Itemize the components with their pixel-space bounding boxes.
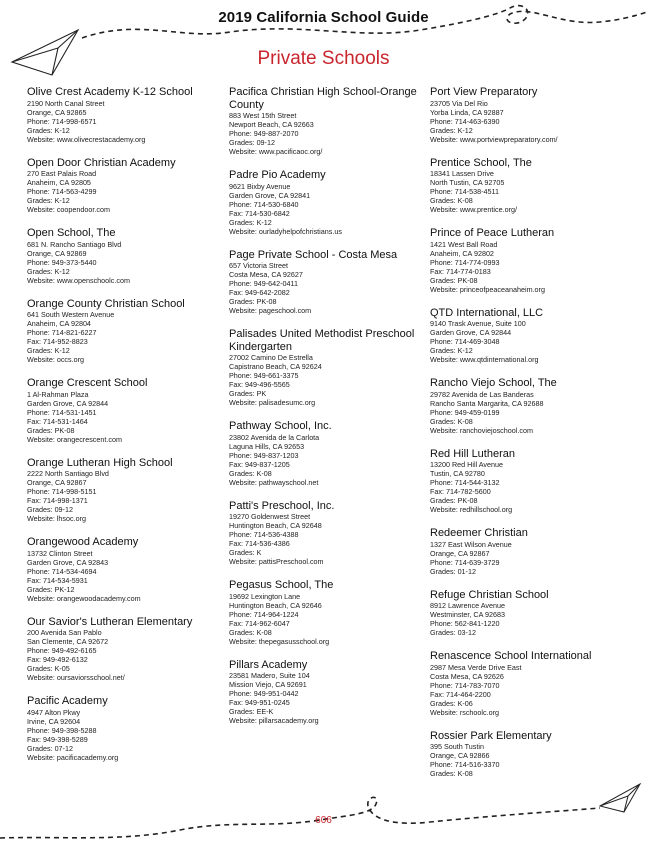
school-detail-line: Phone: 714-469-3048 bbox=[430, 337, 500, 346]
school-entry bbox=[27, 695, 217, 762]
school-website: Website: thepegasusschool.org bbox=[229, 636, 330, 646]
school-detail-line: 883 West 15th Street bbox=[229, 111, 297, 120]
school-entry bbox=[430, 377, 620, 435]
school-detail-line: Phone: 714-964-1224 bbox=[229, 609, 299, 619]
school-website: Website: redhillschool.org bbox=[430, 505, 513, 514]
school-detail-line: Garden Grove, CA 92843 bbox=[27, 557, 109, 567]
school-entry bbox=[430, 730, 620, 779]
school-website: Website: www.openschoolc.com bbox=[27, 275, 130, 285]
school-detail-line: Fax: 949-837-1205 bbox=[229, 459, 290, 469]
school-detail-line: Phone: 714-530-6840 bbox=[229, 199, 299, 209]
school-detail-line: Phone: 714-998-6571 bbox=[27, 116, 97, 126]
school-entry bbox=[229, 169, 419, 236]
school-name: Redeemer Christian bbox=[430, 527, 528, 539]
school-detail-line: Orange, CA 92867 bbox=[430, 548, 490, 558]
school-website: Website: orangecrescent.com bbox=[27, 434, 122, 444]
school-detail-line: 4947 Alton Pkwy bbox=[27, 707, 81, 717]
school-detail-line: Phone: 949-642-0411 bbox=[229, 279, 299, 288]
school-entry bbox=[27, 377, 217, 444]
school-detail-line: Irvine, CA 92604 bbox=[27, 716, 81, 726]
school-entry bbox=[229, 328, 419, 407]
school-name: Orange Crescent School bbox=[27, 377, 148, 389]
school-entry bbox=[229, 500, 419, 567]
school-entry bbox=[430, 589, 620, 638]
school-detail-line: 19692 Lexington Lane bbox=[229, 591, 301, 601]
school-detail-line: Grades: K-12 bbox=[27, 125, 70, 135]
school-detail-line: Grades: 09-12 bbox=[229, 138, 275, 147]
school-name: Orangewood Academy bbox=[27, 536, 139, 548]
school-detail-line: Orange, CA 92869 bbox=[27, 248, 87, 258]
school-detail-line: Phone: 714-563-4299 bbox=[27, 187, 97, 196]
school-detail-line: Phone: 714-536-4388 bbox=[229, 530, 299, 539]
school-detail-line: Grades: EE-K bbox=[229, 707, 274, 716]
school-detail-line: Phone: 562-841-1220 bbox=[430, 619, 500, 628]
school-detail-line: Grades: K bbox=[229, 548, 262, 557]
school-detail-line: Phone: 949-887-2070 bbox=[229, 129, 299, 138]
school-name: Pillars Academy bbox=[229, 658, 308, 671]
school-detail-line: 13732 Clinton Street bbox=[27, 548, 93, 558]
school-detail-line: 681 N. Rancho Santiago Blvd bbox=[27, 239, 122, 249]
school-website: Website: www.qtdinternational.org bbox=[430, 355, 539, 364]
school-detail-line: Fax: 949-398-5289 bbox=[27, 734, 88, 744]
school-website: Website: oursaviorsschool.net/ bbox=[27, 673, 125, 682]
school-detail-line: Phone: 714-774-0993 bbox=[430, 257, 500, 267]
school-detail-line: Phone: 714-538-4511 bbox=[430, 187, 500, 196]
school-entry bbox=[229, 86, 419, 156]
school-entry bbox=[27, 616, 217, 683]
school-detail-line: Grades: K-12 bbox=[430, 346, 473, 355]
school-website: Website: www.prentice.org/ bbox=[430, 205, 517, 214]
school-name: Pegasus School, The bbox=[229, 579, 334, 591]
school-detail-line: Grades: 09-12 bbox=[27, 505, 73, 514]
school-detail-line: Anaheim, CA 92805 bbox=[27, 178, 91, 187]
directory-column bbox=[27, 86, 217, 775]
school-detail-line: 657 Victoria Street bbox=[229, 261, 288, 270]
school-detail-line: 200 Avenida San Pablo bbox=[27, 628, 102, 637]
school-entry bbox=[430, 527, 620, 576]
directory-column bbox=[430, 86, 620, 791]
school-detail-line: Grades: 03-12 bbox=[430, 628, 476, 637]
school-detail-line: Phone: 714-544-3132 bbox=[430, 478, 500, 487]
school-detail-line: Phone: 714-463-6390 bbox=[430, 116, 500, 126]
school-entry bbox=[430, 227, 620, 294]
school-detail-line: Phone: 949-373-5440 bbox=[27, 257, 97, 267]
school-detail-line: Fax: 714-952-8823 bbox=[27, 337, 88, 346]
school-website: Website: www.pacificaoc.org/ bbox=[229, 147, 323, 156]
school-detail-line: Phone: 714-639-3729 bbox=[430, 557, 500, 567]
school-detail-line: Anaheim, CA 92802 bbox=[430, 248, 494, 258]
school-detail-line: Phone: 714-998-5151 bbox=[27, 487, 97, 496]
school-entry bbox=[27, 298, 217, 365]
school-name: Red Hill Lutheran bbox=[430, 447, 515, 460]
school-entry bbox=[229, 659, 419, 726]
school-detail-line: Fax: 949-642-2082 bbox=[229, 288, 290, 297]
school-detail-line: Fax: 714-774-0183 bbox=[430, 266, 491, 276]
guide-title: 2019 California School Guide bbox=[218, 9, 429, 26]
school-name: Pacifica Christian High School-Orange County bbox=[229, 86, 417, 111]
school-detail-line: Grades: PK-08 bbox=[229, 297, 277, 306]
school-detail-line: Grades: 01-12 bbox=[430, 566, 476, 576]
school-detail-line: Fax: 949-496-5565 bbox=[229, 380, 290, 389]
school-detail-line: Phone: 714-821-6227 bbox=[27, 328, 97, 337]
school-name: Rossier Park Elementary bbox=[430, 729, 552, 742]
school-detail-line: 9140 Trask Avenue, Suite 100 bbox=[430, 319, 526, 328]
school-detail-line: Rancho Santa Margarita, CA 92688 bbox=[430, 398, 544, 408]
school-detail-line: Grades: K-12 bbox=[27, 196, 70, 205]
school-entry bbox=[430, 307, 620, 365]
school-detail-line: Fax: 714-464-2200 bbox=[430, 689, 491, 699]
school-website: Website: coopendoor.com bbox=[27, 205, 110, 214]
school-detail-line: Phone: 949-492-6165 bbox=[27, 646, 97, 655]
school-detail-line: Phone: 714-783-7070 bbox=[430, 680, 500, 690]
school-detail-line: Yorba Linda, CA 92887 bbox=[430, 107, 504, 117]
school-detail-line: Newport Beach, CA 92663 bbox=[229, 120, 314, 129]
school-website: Website: www.portviewpreparatory.com/ bbox=[430, 134, 558, 144]
school-detail-line: Costa Mesa, CA 92626 bbox=[430, 671, 504, 681]
page-number: 606 bbox=[315, 815, 332, 826]
school-detail-line: Phone: 949-459-0199 bbox=[430, 407, 500, 417]
school-detail-line: 13200 Red Hill Avenue bbox=[430, 460, 503, 469]
school-detail-line: Grades: K-12 bbox=[430, 125, 473, 135]
school-name: Open School, The bbox=[27, 227, 116, 239]
school-detail-line: Fax: 714-782-5600 bbox=[430, 487, 491, 496]
school-detail-line: Capistrano Beach, CA 92624 bbox=[229, 362, 322, 371]
school-detail-line: Huntington Beach, CA 92648 bbox=[229, 521, 322, 530]
school-detail-line: Phone: 949-661-3375 bbox=[229, 371, 299, 380]
school-detail-line: Huntington Beach, CA 92646 bbox=[229, 600, 322, 610]
school-detail-line: Phone: 949-398-5288 bbox=[27, 725, 97, 735]
school-detail-line: Grades: PK-08 bbox=[27, 425, 75, 435]
school-detail-line: Phone: 714-534-4694 bbox=[27, 566, 97, 576]
school-detail-line: Grades: PK-08 bbox=[430, 496, 478, 505]
school-detail-line: 9621 Bixby Avenue bbox=[229, 181, 291, 191]
school-name: Port View Preparatory bbox=[430, 86, 538, 98]
school-detail-line: Mission Viejo, CA 92691 bbox=[229, 680, 307, 689]
school-name: Prince of Peace Lutheran bbox=[430, 227, 555, 239]
school-website: Website: lhsoc.org bbox=[27, 514, 86, 523]
school-detail-line: San Clemente, CA 92672 bbox=[27, 637, 109, 646]
school-name: Prentice School, The bbox=[430, 156, 532, 169]
school-detail-line: North Tustin, CA 92705 bbox=[430, 178, 505, 187]
school-name: QTD International, LLC bbox=[430, 306, 544, 319]
school-detail-line: 23581 Madero, Suite 104 bbox=[229, 671, 310, 680]
school-website: Website: pageschool.com bbox=[229, 306, 312, 315]
school-detail-line: 27002 Camino De Estrella bbox=[229, 353, 313, 362]
school-detail-line: Anaheim, CA 92804 bbox=[27, 319, 91, 328]
school-detail-line: 18341 Lassen Drive bbox=[430, 169, 494, 178]
school-website: Website: rschoolc.org bbox=[430, 707, 499, 717]
school-name: Patti's Preschool, Inc. bbox=[229, 499, 335, 512]
school-detail-line: Garden Grove, CA 92844 bbox=[430, 328, 512, 337]
school-detail-line: 1421 West Ball Road bbox=[430, 239, 498, 249]
school-detail-line: Grades: K-05 bbox=[27, 664, 70, 673]
school-detail-line: Grades: K-06 bbox=[430, 698, 473, 708]
school-detail-line: Grades: PK-08 bbox=[430, 275, 478, 285]
school-website: Website: princeofpeaceanaheim.org bbox=[430, 284, 545, 294]
school-detail-line: 8912 Lawrence Avenue bbox=[430, 601, 505, 610]
school-detail-line: 395 South Tustin bbox=[430, 742, 484, 751]
school-detail-line: Fax: 714-531-1464 bbox=[27, 416, 88, 426]
school-detail-line: 29782 Avenida de Las Banderas bbox=[430, 389, 534, 399]
school-detail-line: Orange, CA 92866 bbox=[430, 751, 490, 760]
school-name: Padre Pio Academy bbox=[229, 169, 326, 181]
school-name: Pacific Academy bbox=[27, 695, 108, 707]
school-name: Palisades United Methodist Preschool Kindergarten bbox=[229, 328, 415, 353]
school-detail-line: Fax: 714-998-1371 bbox=[27, 496, 88, 505]
school-name: Pathway School, Inc. bbox=[229, 420, 332, 432]
school-detail-line: 23705 Via Del Rio bbox=[430, 98, 488, 108]
school-detail-line: Grades: K-08 bbox=[229, 468, 272, 478]
school-detail-line: Laguna Hills, CA 92653 bbox=[229, 441, 305, 451]
school-website: Website: pacificacademy.org bbox=[27, 752, 119, 762]
school-name: Renascence School International bbox=[430, 650, 592, 662]
school-detail-line: 270 East Palais Road bbox=[27, 169, 97, 178]
school-name: Open Door Christian Academy bbox=[27, 156, 176, 169]
school-entry bbox=[430, 650, 620, 717]
school-detail-line: Grades: PK bbox=[229, 389, 267, 398]
school-detail-line: 2190 North Canal Street bbox=[27, 98, 105, 108]
school-detail-line: Orange, CA 92865 bbox=[27, 107, 87, 117]
school-name: Orange Lutheran High School bbox=[27, 456, 173, 469]
school-website: Website: palisadesumc.org bbox=[229, 398, 316, 407]
school-name: Refuge Christian School bbox=[430, 588, 549, 601]
school-detail-line: Orange, CA 92867 bbox=[27, 478, 87, 487]
school-detail-line: Fax: 714-962-6047 bbox=[229, 618, 290, 628]
school-detail-line: Fax: 714-536-4386 bbox=[229, 539, 290, 548]
school-detail-line: Fax: 714-534-5931 bbox=[27, 575, 88, 585]
school-detail-line: Phone: 949-951-0442 bbox=[229, 689, 299, 698]
school-entry bbox=[229, 579, 419, 646]
school-website: Website: pathwayschool.net bbox=[229, 477, 319, 487]
school-name: Olive Crest Academy K-12 School bbox=[27, 86, 193, 98]
school-detail-line: Fax: 714-530-6842 bbox=[229, 208, 290, 218]
school-detail-line: Grades: K-12 bbox=[27, 266, 70, 276]
school-entry bbox=[229, 420, 419, 487]
school-detail-line: Phone: 714-531-1451 bbox=[27, 407, 97, 417]
school-detail-line: Fax: 949-492-6132 bbox=[27, 655, 88, 664]
school-entry bbox=[430, 86, 620, 144]
school-detail-line: Grades: PK-12 bbox=[27, 584, 75, 594]
school-detail-line: Fax: 949-951-0245 bbox=[229, 698, 290, 707]
school-entry bbox=[27, 536, 217, 603]
school-website: Website: www.olivecrestacademy.org bbox=[27, 134, 146, 144]
school-detail-line: Phone: 949-837-1203 bbox=[229, 450, 299, 460]
school-website: Website: occs.org bbox=[27, 355, 84, 364]
school-detail-line: 2987 Mesa Verde Drive East bbox=[430, 662, 522, 672]
school-website: Website: orangewoodacademy.com bbox=[27, 593, 141, 603]
school-entry bbox=[27, 86, 217, 144]
school-detail-line: Garden Grove, CA 92844 bbox=[27, 398, 109, 408]
school-entry bbox=[27, 227, 217, 285]
school-detail-line: Grades: 07-12 bbox=[27, 743, 73, 753]
school-entry bbox=[27, 457, 217, 524]
school-detail-line: Westminster, CA 92683 bbox=[430, 610, 505, 619]
school-detail-line: Garden Grove, CA 92841 bbox=[229, 190, 311, 200]
school-detail-line: Phone: 714-516-3370 bbox=[430, 760, 500, 769]
school-name: Our Savior's Lutheran Elementary bbox=[27, 615, 193, 628]
school-detail-line: 1 Al-Rahman Plaza bbox=[27, 389, 89, 399]
school-name: Page Private School - Costa Mesa bbox=[229, 248, 398, 261]
school-detail-line: Grades: K-12 bbox=[229, 217, 272, 227]
school-detail-line: 1327 East Wilson Avenue bbox=[430, 539, 512, 549]
section-title: Private Schools bbox=[257, 48, 390, 69]
school-detail-line: 19270 Goldenwest Street bbox=[229, 512, 311, 521]
school-detail-line: Grades: K-08 bbox=[430, 769, 473, 778]
school-entry bbox=[430, 448, 620, 515]
school-detail-line: Grades: K-08 bbox=[229, 627, 272, 637]
school-detail-line: 2222 North Santiago Blvd bbox=[27, 469, 109, 478]
school-detail-line: Tustin, CA 92780 bbox=[430, 469, 485, 478]
school-entry bbox=[430, 157, 620, 215]
school-name: Orange County Christian School bbox=[27, 297, 185, 310]
school-website: Website: ranchoviejoschool.com bbox=[430, 425, 533, 435]
school-entry bbox=[27, 157, 217, 215]
school-name: Rancho Viejo School, The bbox=[430, 377, 557, 389]
school-detail-line: Grades: K-12 bbox=[27, 346, 70, 355]
school-entry bbox=[229, 249, 419, 316]
directory-column bbox=[229, 86, 419, 738]
school-detail-line: Costa Mesa, CA 92627 bbox=[229, 270, 303, 279]
school-detail-line: 23802 Avenida de la Carlota bbox=[229, 432, 320, 442]
school-website: Website: pillarsacademy.org bbox=[229, 716, 319, 725]
school-website: Website: pattisPreschool.com bbox=[229, 557, 324, 566]
school-detail-line: 641 South Western Avenue bbox=[27, 310, 115, 319]
school-detail-line: Grades: K-08 bbox=[430, 416, 473, 426]
school-website: Website: ourladyhelpofchristians.us bbox=[229, 226, 342, 236]
school-detail-line: Grades: K-08 bbox=[430, 196, 473, 205]
